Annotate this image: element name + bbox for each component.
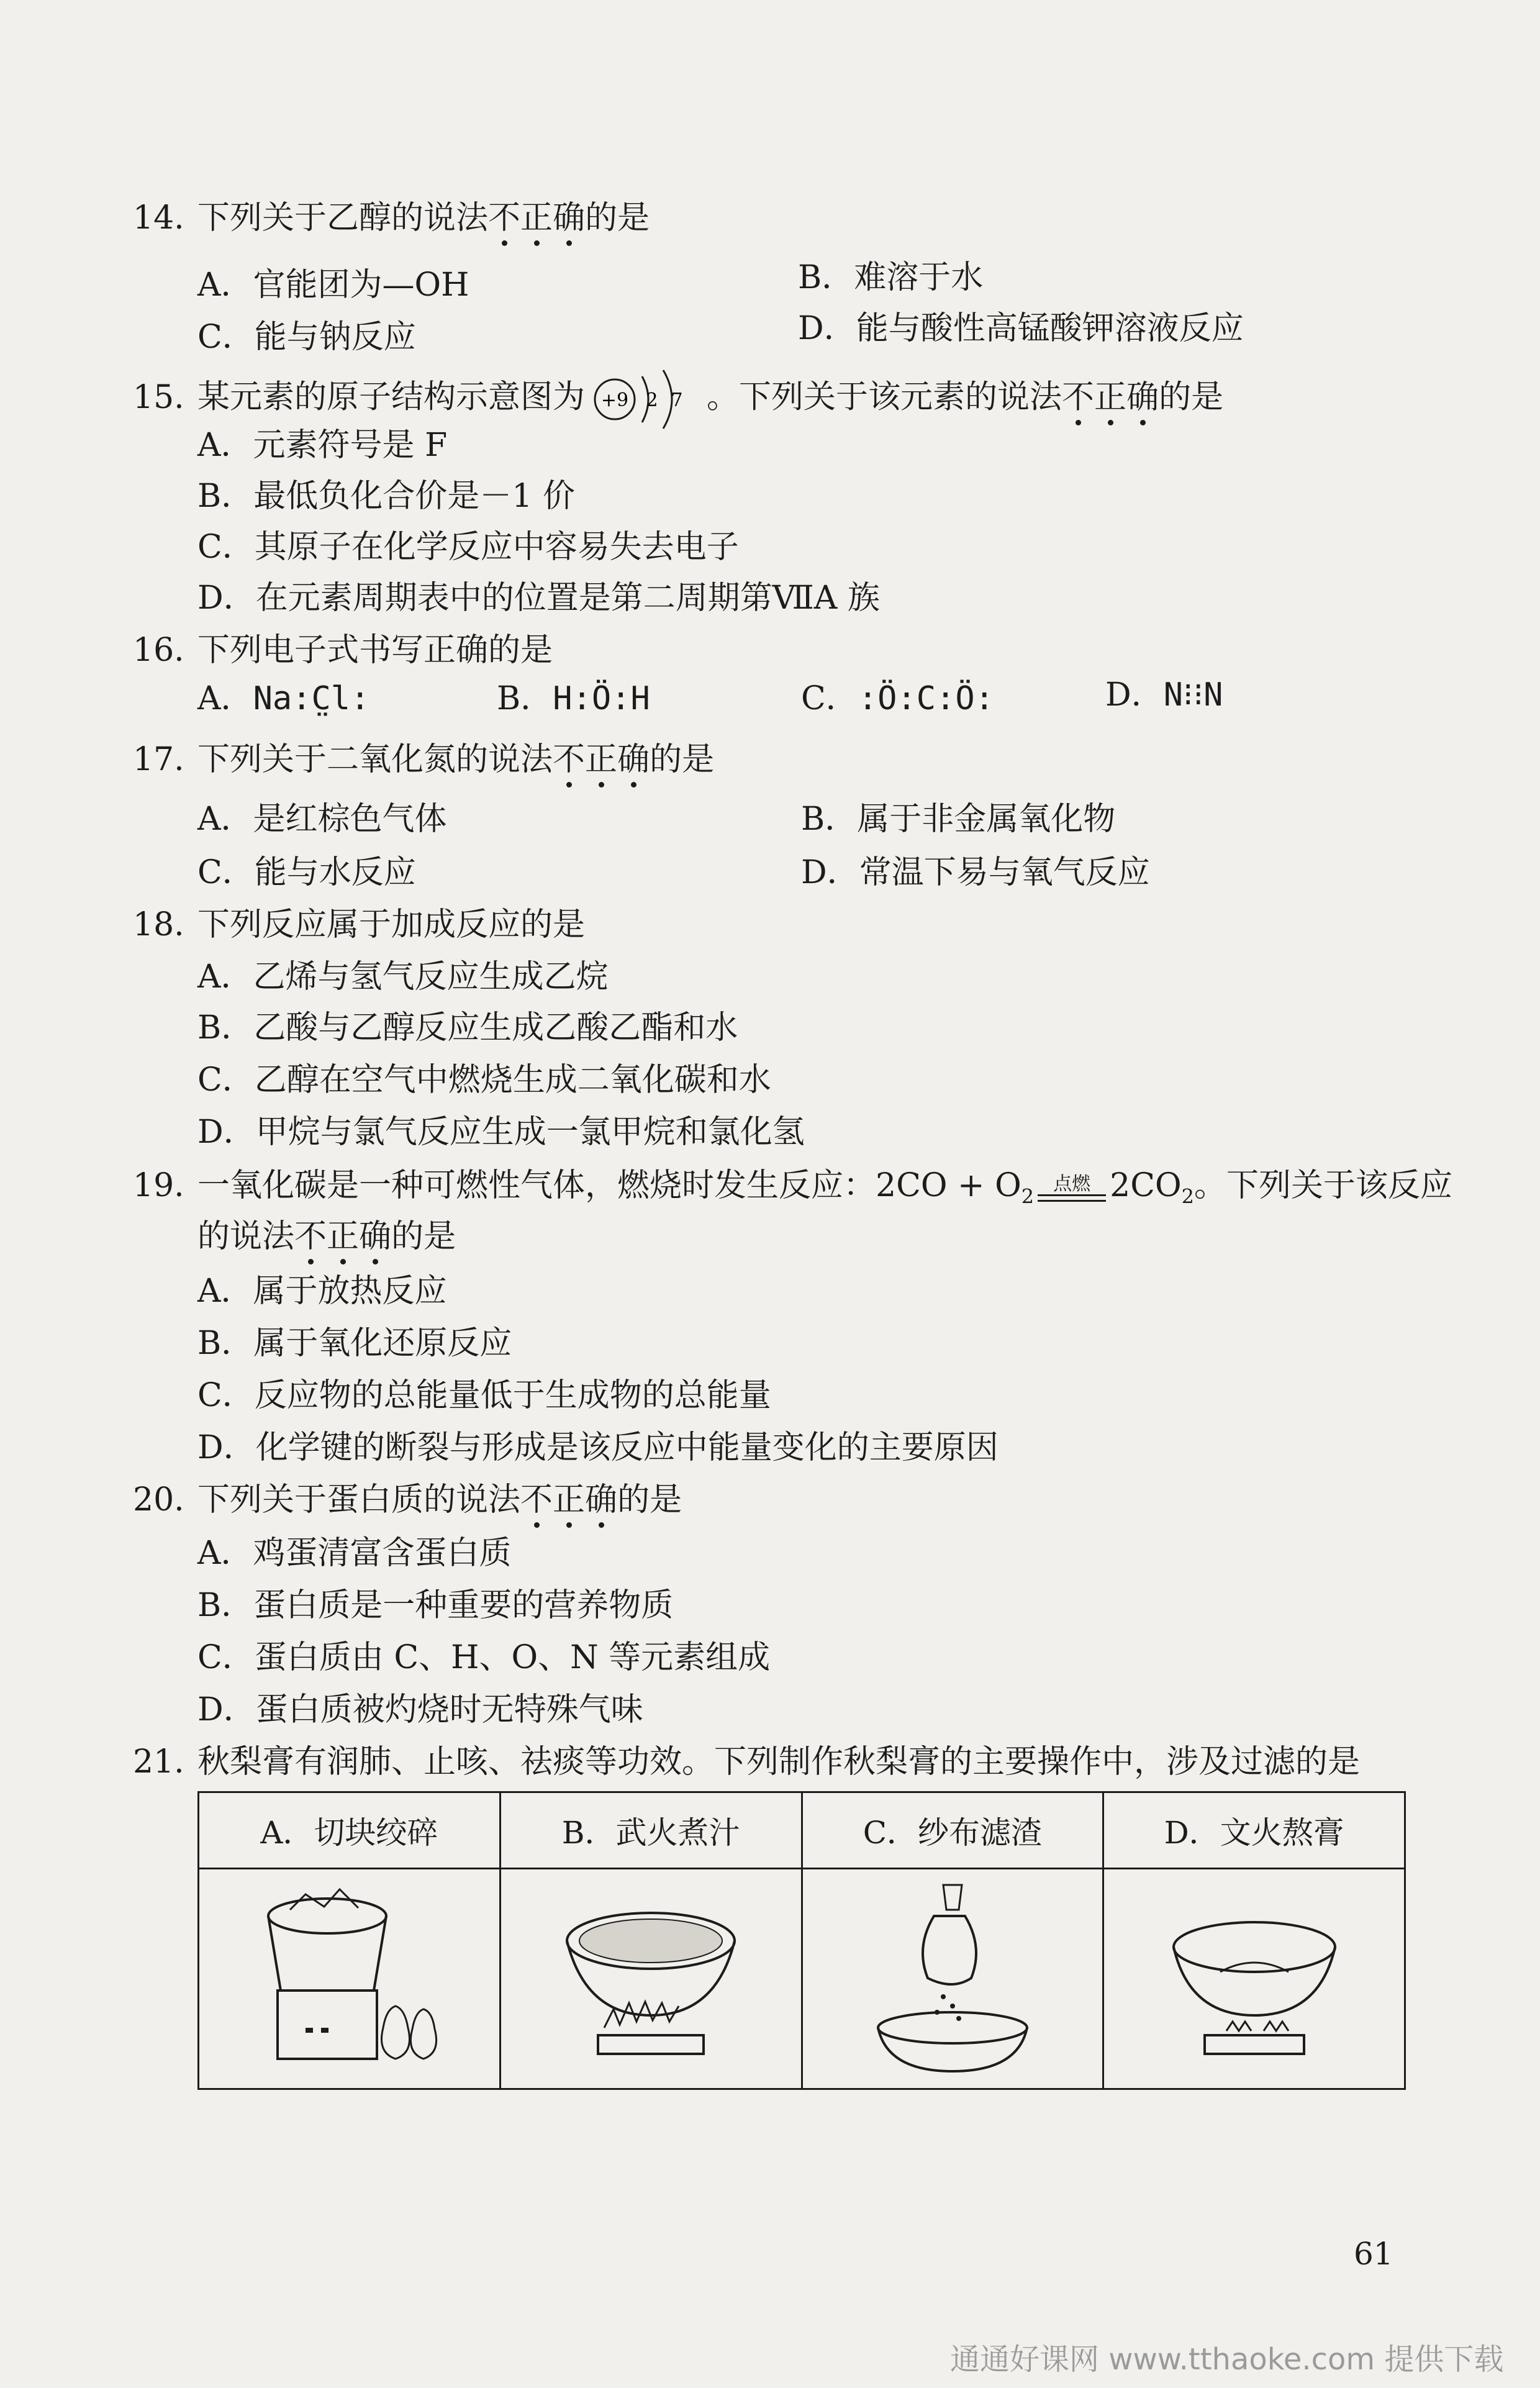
q17-option-b: B．属于非金属氧化物 bbox=[801, 801, 1116, 838]
q18-option-b: B．乙酸与乙醇反应生成乙酸乙酯和水 bbox=[197, 1009, 738, 1046]
table-row bbox=[199, 1869, 1405, 2089]
question-16-stem: 16. 下列电子式书写正确的是 bbox=[133, 632, 553, 669]
q19-option-b: B．属于氧化还原反应 bbox=[197, 1325, 512, 1362]
q18-option-a: A．乙烯与氢气反应生成乙烷 bbox=[197, 958, 609, 996]
question-18-stem: 18. 下列反应属于加成反应的是 bbox=[133, 906, 586, 943]
q19-option-c: C．反应物的总能量低于生成物的总能量 bbox=[197, 1377, 771, 1414]
q14-option-d: D．能与酸性高锰酸钾溶液反应 bbox=[798, 310, 1244, 347]
q19-option-d: D．化学键的断裂与形成是该反应中能量变化的主要原因 bbox=[197, 1429, 999, 1466]
q16-option-d: D．N⁝⁝N bbox=[1105, 676, 1223, 714]
equation-right: $2CO_2$ bbox=[1110, 1167, 1195, 1209]
watermark: 通通好课网 www.tthaoke.com 提供下载 bbox=[950, 2342, 1504, 2377]
op-c-illustration bbox=[802, 1869, 1103, 2089]
q18-option-c: C．乙醇在空气中燃烧生成二氧化碳和水 bbox=[197, 1061, 771, 1099]
electron-formula-c: :Ö:C:Ö: bbox=[858, 680, 994, 717]
question-20-stem: 20. 下列关于蛋白质的说法不正确的是 bbox=[133, 1479, 682, 1520]
q17-option-a: A．是红棕色气体 bbox=[197, 801, 447, 838]
equation-left: $2CO + O_2$ bbox=[876, 1167, 1035, 1209]
question-19-stem-line-2: 的说法不正确的是 bbox=[197, 1216, 456, 1257]
question-15-stem: 15. 某元素的原子结构示意图为 +9 2 7 。下列关于该元素的说法不正确的是 bbox=[133, 365, 1223, 434]
op-d-label: D．文火熬膏 bbox=[1103, 1792, 1405, 1869]
q14-option-b: B．难溶于水 bbox=[798, 259, 984, 296]
q15-option-a: A．元素符号是 F bbox=[197, 427, 448, 464]
q14-option-a: A．官能团为—OH bbox=[197, 266, 469, 304]
op-d-illustration bbox=[1103, 1869, 1405, 2089]
q21-operations-table bbox=[197, 1791, 1406, 2090]
wok-on-low-flame-icon bbox=[1152, 1873, 1357, 2077]
q20-option-d: D．蛋白质被灼烧时无特殊气味 bbox=[197, 1691, 643, 1728]
q15-option-c: C．其原子在化学反应中容易失去电子 bbox=[197, 529, 739, 566]
q15-option-d: D．在元素周期表中的位置是第二周期第ⅦA 族 bbox=[197, 579, 880, 617]
q17-option-c: C．能与水反应 bbox=[197, 854, 416, 891]
op-b-illustration bbox=[500, 1869, 802, 2089]
table-row bbox=[199, 1792, 1405, 1869]
q16-option-c: C．:Ö:C:Ö: bbox=[801, 680, 994, 717]
question-19-stem-line-1: 19. 一氧化碳是一种可燃性气体，燃烧时发生反应：$2CO + O_2$ 点燃 $2CO_2$。下列关于该反应 bbox=[133, 1167, 1453, 1209]
shell-1-electrons: 2 bbox=[646, 389, 658, 411]
reaction-arrow: 点燃 bbox=[1038, 1174, 1106, 1202]
question-14-stem: 14. 下列关于乙醇的说法不正确的是 bbox=[133, 197, 650, 238]
q18-option-d: D．甲烷与氯气反应生成一氯甲烷和氯化氢 bbox=[197, 1114, 805, 1151]
question-17-stem: 17. 下列关于二氧化氮的说法不正确的是 bbox=[133, 739, 714, 780]
electron-formula-a: Na:C̤l: bbox=[253, 680, 370, 717]
question-21-stem: 21. 秋梨膏有润肺、止咳、祛痰等功效。下列制作秋梨膏的主要操作中，涉及过滤的是 bbox=[133, 1743, 1361, 1781]
q14-option-c: C．能与钠反应 bbox=[197, 319, 416, 356]
q19-option-a: A．属于放热反应 bbox=[197, 1273, 447, 1310]
gauze-filter-icon bbox=[850, 1873, 1055, 2077]
electron-formula-b: H:Ö:H bbox=[553, 680, 650, 717]
op-b-label: B．武火煮汁 bbox=[500, 1792, 802, 1869]
blender-with-pears-icon bbox=[247, 1873, 451, 2077]
electron-formula-d: N⁝⁝N bbox=[1163, 676, 1223, 714]
q17-option-d: D．常温下易与氧气反应 bbox=[801, 854, 1150, 891]
q20-option-c: C．蛋白质由 C、H、O、N 等元素组成 bbox=[197, 1639, 771, 1676]
q16-option-b: B．H:Ö:H bbox=[497, 680, 650, 717]
wok-on-high-flame-icon bbox=[548, 1873, 753, 2077]
op-a-illustration bbox=[199, 1869, 500, 2089]
shell-2-electrons: 7 bbox=[671, 389, 683, 411]
q15-option-b: B．最低负化合价是－1 价 bbox=[197, 478, 575, 515]
op-a-label: A．切块绞碎 bbox=[199, 1792, 500, 1869]
page-number: 61 bbox=[1354, 2236, 1393, 2272]
q20-option-a: A．鸡蛋清富含蛋白质 bbox=[197, 1535, 512, 1572]
op-c-label: C．纱布滤渣 bbox=[802, 1792, 1103, 1869]
q20-option-b: B．蛋白质是一种重要的营养物质 bbox=[197, 1587, 674, 1624]
nucleus-charge: +9 bbox=[600, 389, 629, 411]
q16-option-a: A．Na:C̤l: bbox=[197, 680, 370, 717]
atom-structure-diagram bbox=[590, 365, 702, 434]
